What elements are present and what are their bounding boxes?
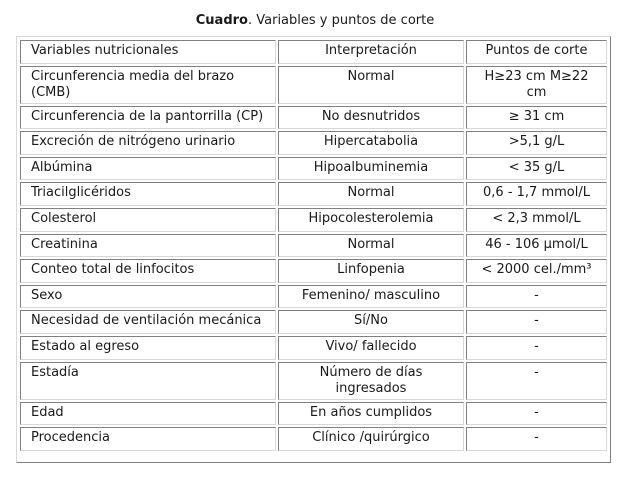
cell-interpretation: Normal (278, 66, 464, 104)
cell-variable: Creatinina (20, 234, 276, 258)
cell-variable: Colesterol (20, 208, 276, 232)
cell-variable: Estado al egreso (20, 336, 276, 360)
table-row (20, 336, 607, 360)
cell-variable: Albúmina (20, 157, 276, 181)
caption-label: Cuadro (195, 13, 248, 28)
table-row (20, 310, 607, 334)
cell-interpretation: Sí/No (278, 310, 464, 334)
cell-variable: Estadía (20, 362, 276, 400)
header-variable: Variables nutricionales (20, 40, 276, 64)
cell-interpretation: Clínico /quirúrgico (278, 427, 464, 451)
cell-interpretation: Linfopenia (278, 259, 464, 283)
cell-variable: Necesidad de ventilación mecánica (20, 310, 276, 334)
table-row (20, 285, 607, 309)
cell-variable: Procedencia (20, 427, 276, 451)
cell-variable: Edad (20, 402, 276, 426)
table-row (20, 131, 607, 155)
cell-cutoff: H≥23 cm M≥22 cm (466, 66, 607, 104)
table-row (20, 106, 607, 130)
cell-cutoff: >5,1 g/L (466, 131, 607, 155)
table-row (20, 259, 607, 283)
header-interpretation: Interpretación (278, 40, 464, 64)
cell-interpretation: Hipocolesterolemia (278, 208, 464, 232)
cell-interpretation: Femenino/ masculino (278, 285, 464, 309)
cell-cutoff: - (466, 427, 607, 451)
nutrition-table-frame (16, 36, 611, 463)
nutrition-variables-table (18, 38, 609, 453)
cell-cutoff: ≥ 31 cm (466, 106, 607, 130)
table-row (20, 234, 607, 258)
cell-cutoff: < 2000 cel./mm³ (466, 259, 607, 283)
table-row (20, 362, 607, 400)
cell-interpretation: No desnutridos (278, 106, 464, 130)
cell-variable: Excreción de nitrógeno urinario (20, 131, 276, 155)
cell-cutoff: - (466, 336, 607, 360)
cell-variable: Sexo (20, 285, 276, 309)
caption-text: . Variables y puntos de corte (247, 13, 435, 28)
table-row (20, 427, 607, 451)
cell-cutoff: 46 - 106 µmol/L (466, 234, 607, 258)
cell-cutoff: - (466, 310, 607, 334)
cell-interpretation: Hipoalbuminemia (278, 157, 464, 181)
cell-interpretation: Número de días ingresados (278, 362, 464, 400)
table-caption (0, 12, 630, 30)
table-row (20, 208, 607, 232)
cell-cutoff: - (466, 285, 607, 309)
table-row (20, 402, 607, 426)
cell-interpretation: Hipercatabolia (278, 131, 464, 155)
table-header-row (20, 40, 607, 64)
header-cutoff: Puntos de corte (466, 40, 607, 64)
cell-cutoff: - (466, 362, 607, 400)
cell-interpretation: En años cumplidos (278, 402, 464, 426)
cell-variable: Circunferencia de la pantorrilla (CP) (20, 106, 276, 130)
cell-cutoff: < 35 g/L (466, 157, 607, 181)
cell-interpretation: Normal (278, 234, 464, 258)
cell-interpretation: Vivo/ fallecido (278, 336, 464, 360)
table-row (20, 157, 607, 181)
cell-cutoff: - (466, 402, 607, 426)
cell-variable: Circunferencia media del brazo (CMB) (20, 66, 276, 104)
cell-interpretation: Normal (278, 182, 464, 206)
cell-cutoff: 0,6 - 1,7 mmol/L (466, 182, 607, 206)
table-row (20, 66, 607, 104)
cell-variable: Conteo total de linfocitos (20, 259, 276, 283)
table-body (20, 40, 607, 451)
cell-variable: Triacilglicéridos (20, 182, 276, 206)
cell-cutoff: < 2,3 mmol/L (466, 208, 607, 232)
table-row (20, 182, 607, 206)
